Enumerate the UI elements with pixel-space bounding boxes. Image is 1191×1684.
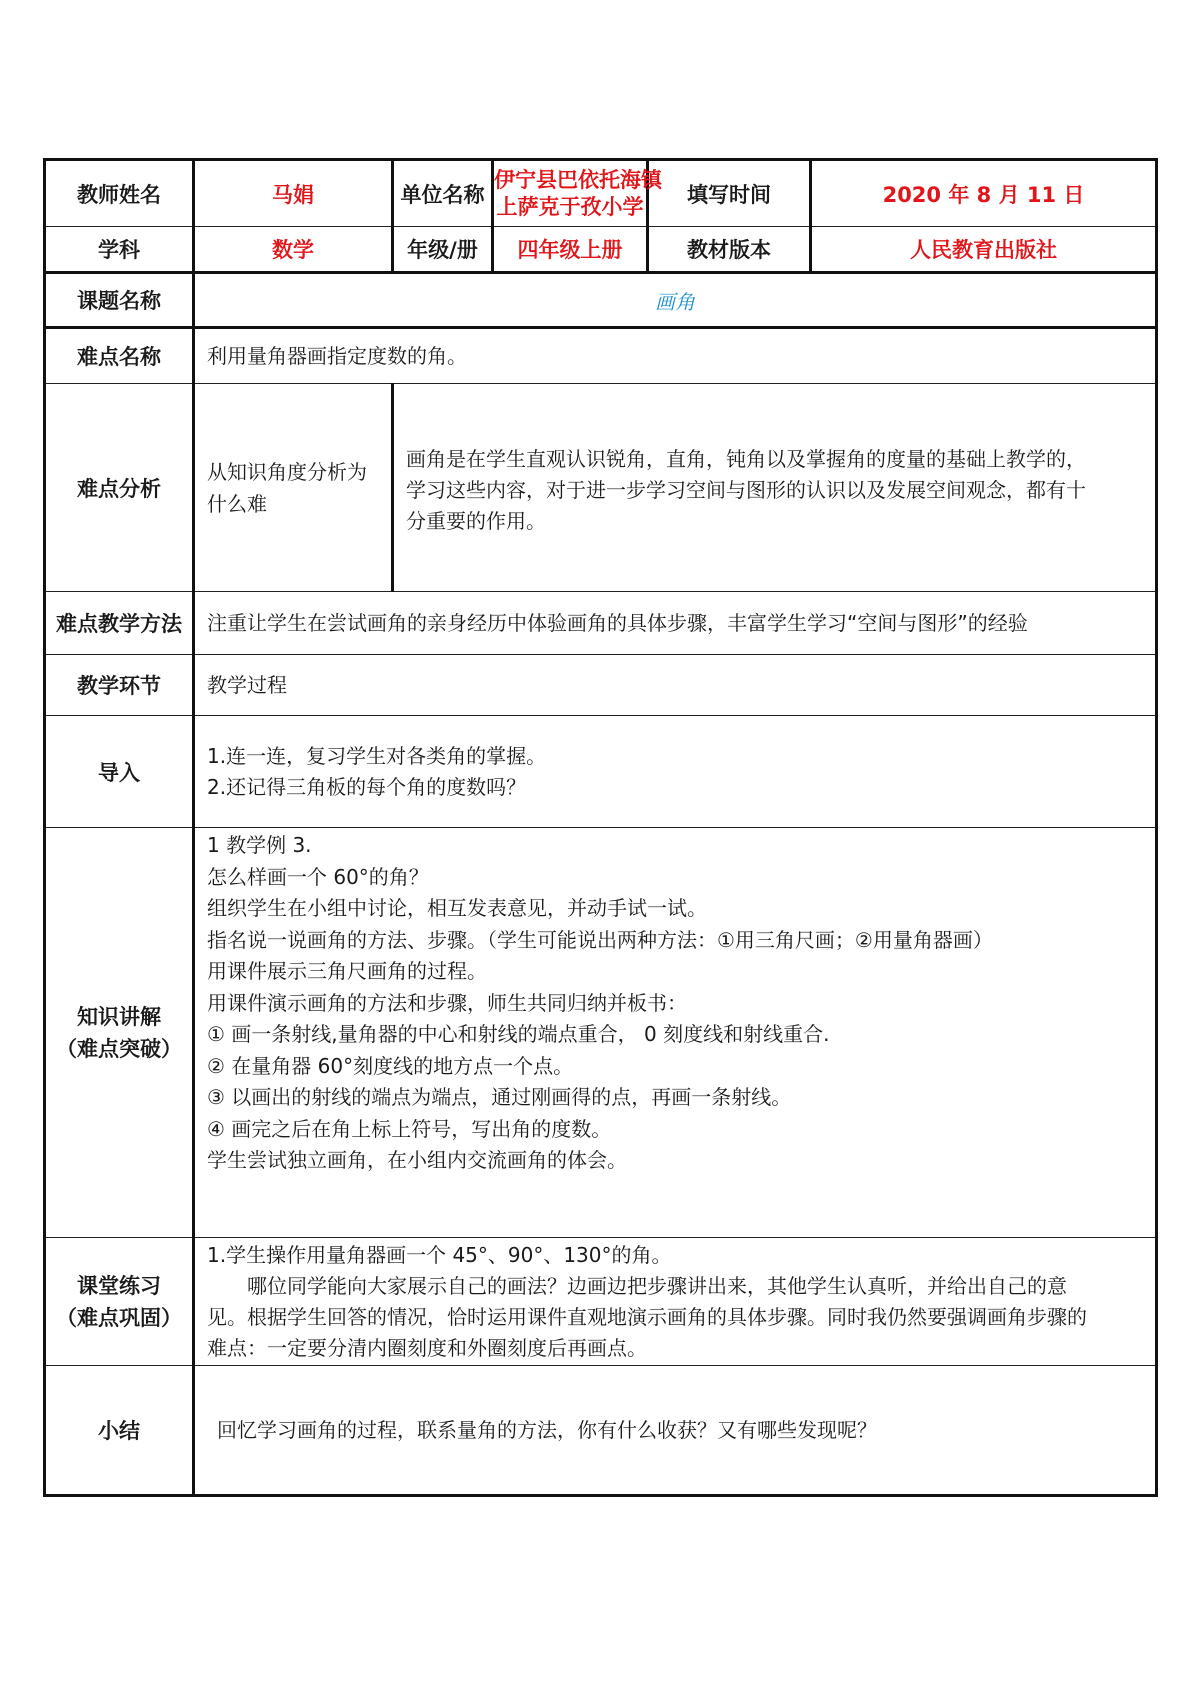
knowledge-line: 怎么样画一个 60°的角？ — [207, 864, 429, 889]
practice-label — [45, 1238, 194, 1366]
intro-row — [45, 716, 1157, 828]
method-value: 注重让学生在尝试画角的亲身经历中体验画角的具体步骤，丰富学生学习“空间与图形”的经验 — [194, 592, 1157, 655]
analysis-line: 分重要的作用。 — [406, 509, 546, 533]
process-value: 教学过程 — [194, 655, 1157, 716]
practice-label-line2: （难点巩固） — [56, 1305, 182, 1330]
difficulty-value: 利用量角器画指定度数的角。 — [194, 328, 1157, 384]
intro-content — [194, 716, 1157, 828]
summary-label: 小结 — [45, 1366, 194, 1496]
practice-line: 见。根据学生回答的情况，恰时运用课件直观地演示画角的具体步骤。同时我仍然要强调画角步骤的 — [207, 1305, 1087, 1329]
practice-label-line1: 课堂练习 — [77, 1273, 161, 1298]
knowledge-content — [194, 828, 1157, 1238]
knowledge-line: ① 画一条射线,量角器的中心和射线的端点重合， 0 刻度线和射线重合. — [207, 1022, 830, 1046]
summary-value: 回忆学习画角的过程，联系量角的方法，你有什么收获？又有哪些发现呢？ — [194, 1366, 1157, 1496]
grade-value: 四年级上册 — [493, 227, 648, 273]
date-label: 填写时间 — [648, 160, 811, 227]
unit-value — [493, 160, 662, 227]
knowledge-label-line2: （难点突破） — [56, 1036, 182, 1061]
knowledge-line: 组织学生在小组中讨论，相互发表意见，并动手试一试。 — [207, 896, 707, 920]
difficulty-label: 难点名称 — [45, 328, 194, 384]
intro-line: 2.还记得三角板的每个角的度数吗？ — [207, 774, 527, 799]
analysis-sublabel-line2: 什么难 — [207, 491, 267, 516]
edition-value: 人民教育出版社 — [811, 227, 1157, 273]
knowledge-line: 学生尝试独立画角，在小组内交流画角的体会。 — [207, 1148, 627, 1172]
knowledge-label-line1: 知识讲解 — [77, 1004, 161, 1029]
header-row-1 — [45, 160, 1157, 227]
method-label: 难点教学方法 — [45, 592, 194, 655]
intro-line: 1.连一连，复习学生对各类角的掌握。 — [207, 743, 547, 768]
analysis-sublabel-line1: 从知识角度分析为 — [207, 459, 367, 484]
analysis-content — [393, 384, 1157, 592]
knowledge-line: 用课件展示三角尺画角的过程。 — [207, 959, 487, 983]
practice-content — [194, 1238, 1157, 1366]
date-value: 2020 年 8 月 11 日 — [811, 160, 1157, 227]
knowledge-line: 1 教学例 3. — [207, 833, 312, 857]
difficulty-row — [45, 328, 1157, 384]
unit-value-line2: 上萨克于孜小学 — [496, 194, 644, 219]
intro-label: 导入 — [45, 716, 194, 828]
process-label: 教学环节 — [45, 655, 194, 716]
topic-row — [45, 273, 1157, 328]
edition-label: 教材版本 — [648, 227, 811, 273]
analysis-sublabel — [194, 384, 393, 592]
knowledge-line: 用课件演示画角的方法和步骤，师生共同归纳并板书： — [207, 990, 687, 1015]
method-row — [45, 592, 1157, 655]
grade-label: 年级/册 — [393, 227, 493, 273]
process-row — [45, 655, 1157, 716]
topic-value: 画角 — [194, 273, 1157, 328]
teacher-label: 教师姓名 — [45, 160, 194, 227]
summary-row — [45, 1366, 1157, 1496]
practice-line: 哪位同学能向大家展示自己的画法？边画边把步骤讲出来，其他学生认真听，并给出自己的意 — [207, 1274, 1067, 1298]
analysis-line: 学习这些内容，对于进一步学习空间与图形的认识以及发展空间观念，都有十 — [406, 478, 1086, 502]
lesson-plan-table — [43, 158, 1158, 1497]
knowledge-label — [45, 828, 194, 1238]
subject-value: 数学 — [194, 227, 393, 273]
unit-label: 单位名称 — [393, 160, 493, 227]
subject-label: 学科 — [45, 227, 194, 273]
analysis-row — [45, 384, 1157, 592]
analysis-label: 难点分析 — [45, 384, 194, 592]
unit-value-line1: 伊宁县巴依托海镇 — [494, 167, 662, 192]
header-row-2 — [45, 227, 1157, 273]
analysis-line: 画角是在学生直观认识锐角，直角，钝角以及掌握角的度量的基础上教学的， — [406, 447, 1086, 471]
knowledge-line: 指名说一说画角的方法、步骤。（学生可能说出两种方法：①用三角尺画；②用量角器画） — [207, 927, 993, 952]
lesson-plan-page — [43, 158, 1155, 1497]
knowledge-line: ② 在量角器 60°刻度线的地方点一个点。 — [207, 1053, 574, 1078]
practice-row — [45, 1238, 1157, 1366]
knowledge-line: ④ 画完之后在角上标上符号，写出角的度数。 — [207, 1116, 612, 1141]
teacher-value: 马娟 — [194, 160, 393, 227]
topic-label: 课题名称 — [45, 273, 194, 328]
knowledge-line: ③ 以画出的射线的端点为端点，通过刚画得的点，再画一条射线。 — [207, 1085, 792, 1109]
practice-line: 1.学生操作用量角器画一个 45°、90°、130°的角。 — [207, 1243, 672, 1267]
knowledge-row — [45, 828, 1157, 1238]
practice-line: 难点：一定要分清内圈刻度和外圈刻度后再画点。 — [207, 1336, 647, 1360]
